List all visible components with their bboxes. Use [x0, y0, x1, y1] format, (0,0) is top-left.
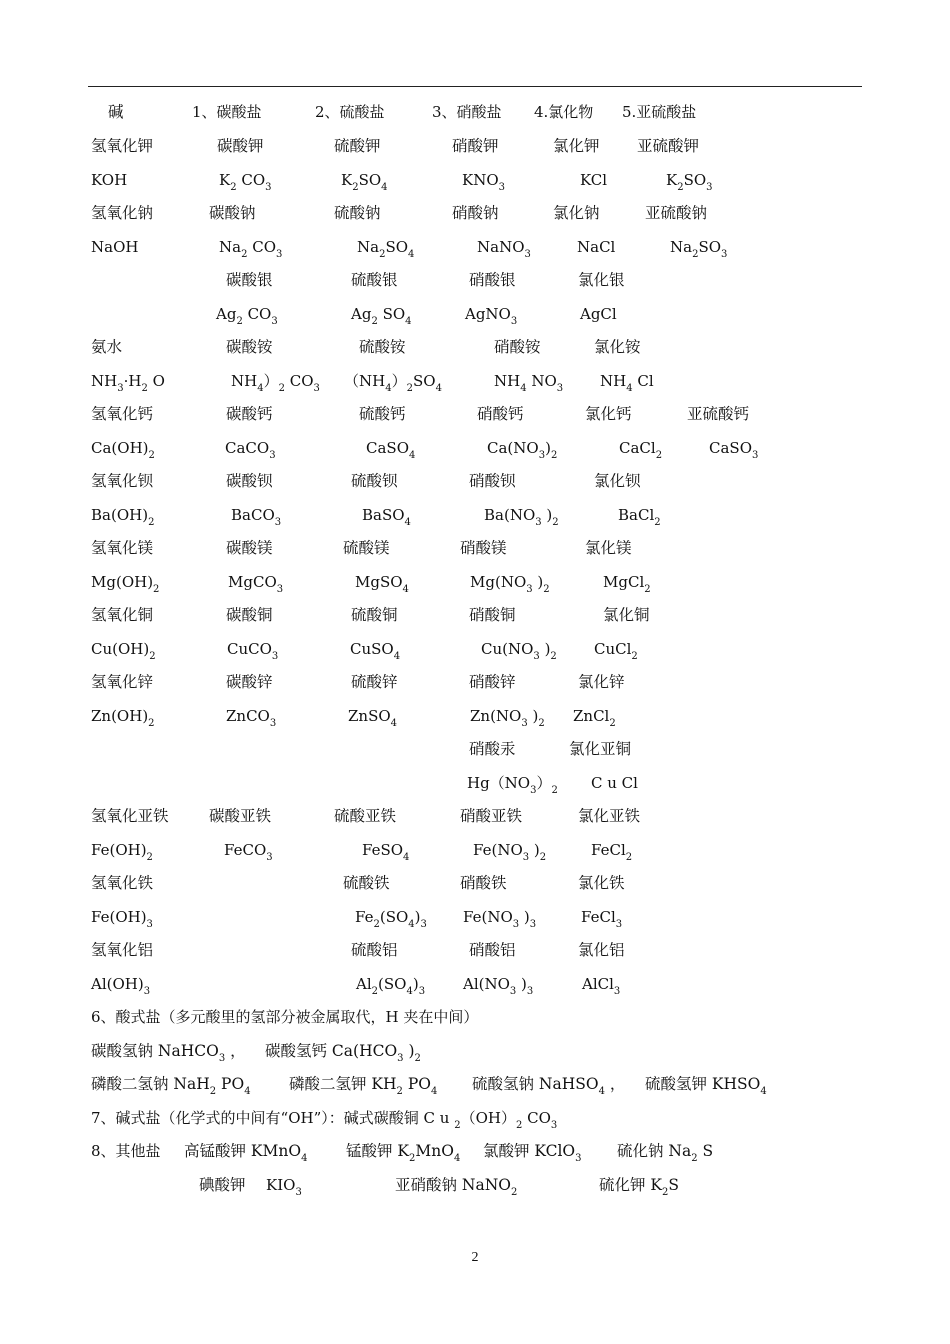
table-row	[0, 604, 950, 632]
compound-name: 硫酸铵	[359, 338, 406, 356]
note-text: 硫化钠 $Na_2$ S	[617, 1142, 714, 1164]
compound-name: 硫酸锌	[351, 673, 398, 691]
chemical-formula: $NH_4$ Cl	[600, 372, 654, 394]
note-text: 碳酸氢钠 NaHCO$_3$ ，	[91, 1042, 246, 1064]
compound-name: 碳酸钠	[209, 204, 256, 222]
note-text: 7、碱式盐（化学式的中间有“OH”）：碱式碳酸铜 C u $_2(OH)_2$ $CO_3$	[91, 1109, 558, 1131]
table-row	[0, 906, 950, 934]
chemical-formula: $Al(OH)_3$	[91, 975, 151, 997]
column-heading: 4.氯化物	[534, 103, 594, 121]
chemical-formula: $NH_4$ $NO_3$	[494, 372, 564, 394]
note-text: 硫酸氢钠 NaHSO$_4$ ，	[472, 1075, 626, 1097]
chemical-formula: $Fe(NO_3$ )$_2$	[473, 841, 547, 863]
compound-name: 碳酸铵	[226, 338, 273, 356]
chemical-formula: $NH_3\cdot H_2$ O	[91, 372, 165, 394]
table-row	[0, 839, 950, 867]
compound-name: 硫酸铁	[343, 874, 390, 892]
compound-name: 硫酸钾	[334, 137, 381, 155]
chemical-formula: NaCl	[577, 238, 616, 256]
compound-name: 氯化钾	[553, 137, 600, 155]
table-row	[0, 705, 950, 733]
compound-name: 氢氧化铜	[91, 606, 154, 624]
compound-name: 碳酸镁	[226, 539, 273, 557]
table-row	[0, 805, 950, 833]
chemical-formula: $NH_4)_2$ $CO_3$	[231, 372, 320, 394]
table-row	[0, 169, 950, 197]
compound-name: 硝酸汞	[469, 740, 516, 758]
chemical-formula: ZnCO$_3$	[226, 707, 277, 729]
note-line	[0, 1006, 950, 1034]
table-row	[0, 671, 950, 699]
note-line	[0, 1040, 950, 1068]
chemical-formula: $Ca(NO_3)_2$	[487, 439, 558, 461]
compound-name: 碳酸亚铁	[209, 807, 272, 825]
chemical-formula: $Ba(OH)_2$	[91, 506, 155, 528]
compound-name: 氯化钡	[594, 472, 641, 490]
chemical-formula: ZnCl$_2$	[573, 707, 616, 729]
compound-name: 硝酸钠	[452, 204, 499, 222]
chemical-formula: CuCl$_2$	[594, 640, 638, 662]
compound-name: 硫酸铝	[351, 941, 398, 959]
chemical-formula: $Na_2SO_4$	[357, 238, 415, 260]
chemical-formula: MgCl$_2$	[603, 573, 651, 595]
table-row	[0, 437, 950, 465]
chemical-formula: FeSO$_4$	[362, 841, 410, 863]
chemical-formula: $Fe(NO_3$ )$_3$	[463, 908, 537, 930]
note-line	[0, 1073, 950, 1101]
page-number: 2	[471, 1250, 479, 1265]
chemical-formula: $Cu(NO_3$ )$_2$	[481, 640, 557, 662]
chemical-formula: $Hg(NO_3)_2$	[467, 774, 558, 796]
compound-name: 硫酸镁	[343, 539, 390, 557]
compound-name: 亚硫酸钾	[637, 137, 700, 155]
chemical-formula: CaCl$_2$	[619, 439, 663, 461]
chemical-formula: CuSO$_4$	[350, 640, 401, 662]
chemical-formula: AgCl	[580, 305, 617, 323]
compound-name: 硝酸铵	[494, 338, 541, 356]
compound-name: 硝酸钾	[452, 137, 499, 155]
chemical-formula: FeCl$_3$	[581, 908, 623, 930]
compound-name: 硝酸铁	[460, 874, 507, 892]
table-row	[0, 772, 950, 800]
note-text: $KIO_3$	[266, 1176, 302, 1198]
chemical-formula: CaCO$_3$	[225, 439, 276, 461]
compound-name: 硫酸钙	[359, 405, 406, 423]
column-heading: 2、硫酸盐	[315, 103, 385, 121]
note-text: 硫化钾 $K_2S$	[599, 1176, 680, 1198]
note-text: 磷酸二氢钠 NaH$_2$ $PO_4$	[91, 1075, 251, 1097]
note-text: 磷酸二氢钾 $KH_2$ $PO_4$	[289, 1075, 438, 1097]
note-text: 6、酸式盐（多元酸里的氢部分被金属取代，H 夹在中间）	[91, 1008, 479, 1026]
chemical-formula: $K_2$ $CO_3$	[219, 171, 272, 193]
compound-name: 硝酸钡	[469, 472, 516, 490]
compound-name: 氢氧化亚铁	[91, 807, 169, 825]
note-text: 锰酸钾 $K_2MnO_4$	[346, 1142, 461, 1164]
chemical-formula: ZnSO$_4$	[348, 707, 398, 729]
chemical-formula: $Fe(OH)_2$	[91, 841, 153, 863]
table-row	[0, 135, 950, 163]
chemical-formula: $K_2SO_3$	[666, 171, 713, 193]
chemical-formula: $Na_2$ $CO_3$	[219, 238, 283, 260]
chemical-formula: CuCO$_3$	[227, 640, 279, 662]
chemical-formula: $Ca(OH)_2$	[91, 439, 155, 461]
compound-name: 碳酸铜	[226, 606, 273, 624]
table-row	[0, 336, 950, 364]
compound-name: 氢氧化钙	[91, 405, 154, 423]
compound-name: 硫酸亚铁	[334, 807, 397, 825]
compound-name: 硫酸钠	[334, 204, 381, 222]
chemical-formula: CaSO$_3$	[709, 439, 759, 461]
chemical-formula: $Cu(OH)_2$	[91, 640, 156, 662]
note-text: 8、其他盐	[91, 1142, 161, 1160]
note-line	[0, 1140, 950, 1168]
compound-name: 氢氧化钠	[91, 204, 154, 222]
chemical-formula: AgNO$_3$	[465, 305, 518, 327]
table-row	[0, 202, 950, 230]
compound-name: 硝酸锌	[469, 673, 516, 691]
compound-name: 碳酸钙	[226, 405, 273, 423]
compound-name: 硝酸铜	[469, 606, 516, 624]
chemical-formula: $Na_2SO_3$	[670, 238, 728, 260]
table-row	[0, 504, 950, 532]
compound-name: 硝酸银	[469, 271, 516, 289]
compound-name: 氢氧化钡	[91, 472, 154, 490]
chemical-formula: C u Cl	[591, 774, 638, 792]
compound-name: 硝酸钙	[477, 405, 524, 423]
chemical-formula: $Fe_2(SO_4)_3$	[355, 908, 427, 930]
compound-name: 碳酸钾	[217, 137, 264, 155]
compound-name: 氯化锌	[578, 673, 625, 691]
table-row	[0, 403, 950, 431]
compound-name: 氨水	[91, 338, 123, 356]
chemical-formula: NaNO$_3$	[477, 238, 531, 260]
compound-name: 硫酸银	[351, 271, 398, 289]
compound-name: 硝酸亚铁	[460, 807, 523, 825]
chemical-formula: $K_2SO_4$	[341, 171, 388, 193]
compound-name: 氢氧化铁	[91, 874, 154, 892]
table-row	[0, 303, 950, 331]
chemical-formula: AlCl$_3$	[582, 975, 621, 997]
table-row	[0, 939, 950, 967]
table-row	[0, 236, 950, 264]
chemical-formula: $Ag_2$ $SO_4$	[351, 305, 412, 327]
compound-name: 硫酸钡	[351, 472, 398, 490]
table-row	[0, 638, 950, 666]
compound-name: 硝酸镁	[460, 539, 507, 557]
chemical-formula: BaCl$_2$	[618, 506, 661, 528]
compound-name: 氯化亚铜	[569, 740, 632, 758]
chemical-formula: $Al(NO_3$ )$_3$	[463, 975, 534, 997]
chemical-formula: KOH	[91, 171, 128, 189]
compound-name: 氢氧化锌	[91, 673, 154, 691]
table-header-row	[0, 101, 950, 129]
chemical-formula: $KNO_3$	[462, 171, 506, 193]
chemical-formula: BaSO$_4$	[362, 506, 411, 528]
chemical-formula: $Mg(OH)_2$	[91, 573, 160, 595]
chemical-formula: KCl	[580, 171, 608, 189]
note-text: 亚硝酸钠 NaNO$_2$	[395, 1176, 518, 1198]
chemical-formula: $Al_2(SO_4)_3$	[356, 975, 426, 997]
chemical-formula: MgSO$_4$	[355, 573, 409, 595]
column-heading: 碱	[108, 103, 124, 121]
table-row	[0, 370, 950, 398]
compound-name: 氢氧化钾	[91, 137, 154, 155]
table-row	[0, 571, 950, 599]
compound-name: 氯化钙	[585, 405, 632, 423]
compound-name: 碳酸银	[226, 271, 273, 289]
chemical-formula: BaCO$_3$	[231, 506, 282, 528]
note-text: 碘酸钾	[199, 1176, 246, 1194]
column-heading: 5.亚硫酸盐	[622, 103, 697, 121]
compound-name: 氢氧化镁	[91, 539, 154, 557]
table-row	[0, 269, 950, 297]
compound-name: 氯化钠	[553, 204, 600, 222]
note-text: 氯酸钾 KClO$_3$	[483, 1142, 582, 1164]
note-line	[0, 1174, 950, 1202]
table-row	[0, 973, 950, 1001]
table-row	[0, 537, 950, 565]
column-heading: 3、硝酸盐	[432, 103, 502, 121]
table-row	[0, 872, 950, 900]
table-row	[0, 738, 950, 766]
chemical-formula: $Fe(OH)_3$	[91, 908, 153, 930]
note-text: 碳酸氢钙 $Ca(HCO_3$ )$_2$	[265, 1042, 421, 1064]
note-text: 硫酸氢钾 $KHSO_4$	[645, 1075, 767, 1097]
compound-name: 硝酸铝	[469, 941, 516, 959]
compound-name: 碳酸钡	[226, 472, 273, 490]
chemical-formula: CaSO$_4$	[366, 439, 416, 461]
chemical-formula: $Mg(NO_3$ )$_2$	[470, 573, 550, 595]
note-text: 高锰酸钾 KMnO$_4$	[184, 1142, 308, 1164]
chemical-formula: $Ag_2$ $CO_3$	[216, 305, 278, 327]
compound-name: 氯化镁	[585, 539, 632, 557]
chemical-formula: NaOH	[91, 238, 139, 256]
chemical-formula: MgCO$_3$	[228, 573, 284, 595]
chemical-formula: $Ba(NO_3$ )$_2$	[484, 506, 559, 528]
compound-name: 氯化银	[578, 271, 625, 289]
header-rule	[88, 86, 862, 87]
compound-name: 硫酸铜	[351, 606, 398, 624]
compound-name: 氯化铝	[578, 941, 625, 959]
compound-name: 氯化铜	[603, 606, 650, 624]
compound-name: 碳酸锌	[226, 673, 273, 691]
chemical-formula: $(NH_4)_2SO_4$	[344, 372, 442, 394]
compound-name: 氯化铵	[594, 338, 641, 356]
compound-name: 氢氧化铝	[91, 941, 154, 959]
compound-name: 亚硫酸钙	[687, 405, 750, 423]
compound-name: 氯化亚铁	[578, 807, 641, 825]
chemical-formula: $Zn(OH)_2$	[91, 707, 155, 729]
compound-name: 亚硫酸钠	[645, 204, 708, 222]
table-row	[0, 470, 950, 498]
compound-name: 氯化铁	[578, 874, 625, 892]
chemical-formula: FeCl$_2$	[591, 841, 633, 863]
chemical-formula: $Zn(NO_3$ )$_2$	[470, 707, 545, 729]
chemical-formula: FeCO$_3$	[224, 841, 273, 863]
column-heading: 1、碳酸盐	[192, 103, 262, 121]
note-line	[0, 1107, 950, 1135]
